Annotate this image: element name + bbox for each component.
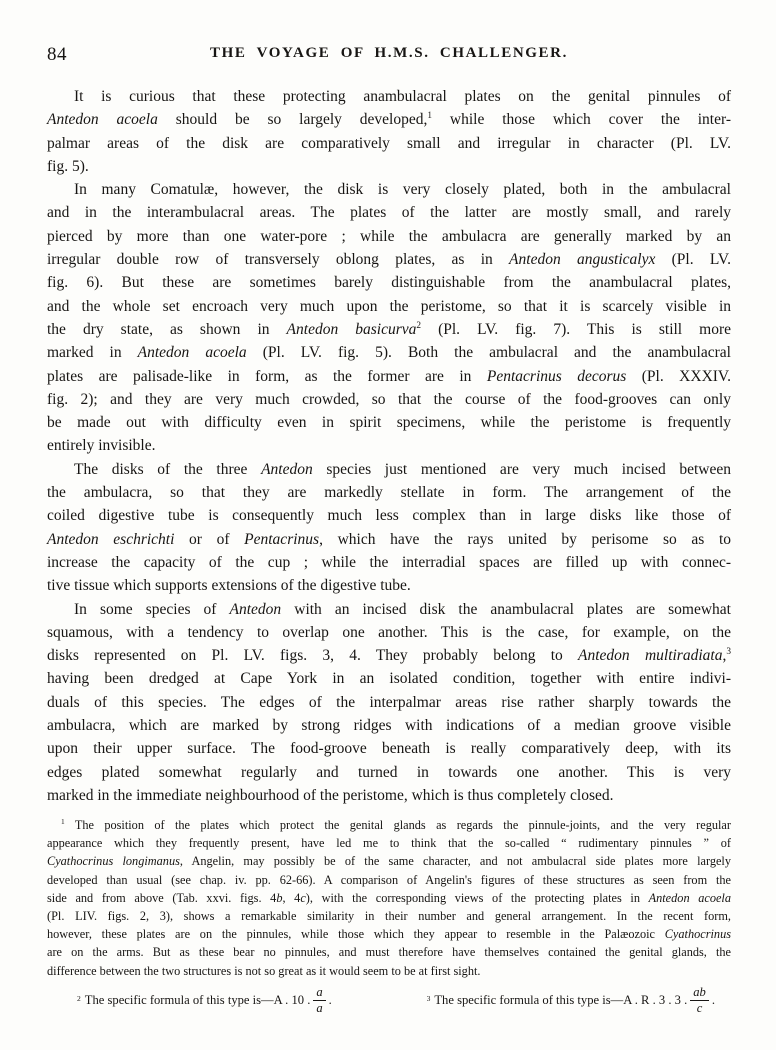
text-line: irregular double row of transversely oblong plates, as in Antedon angusticalyx (Pl. LV. [47, 251, 731, 269]
text-line: Antedon acoela should be so largely developed,$^1$ while those which cover the inter- [47, 111, 731, 129]
text-line: and the whole set encroach very much upon the peristome, so that it is scarcely visible in [47, 297, 731, 315]
text-line: the ambulacra, so that they are markedly stellate in form. The arrangement of the [47, 484, 731, 502]
text-line: Antedon eschrichti or of Pentacrinus, which have the rays united by perisome so as to [47, 530, 731, 548]
text-line: duals of this species. The edges of the interpalmar areas rise rather sharply towards the [47, 693, 731, 711]
footnote-line: difference between the two structures is not so great as it would seem to be at first sight. [47, 963, 481, 978]
footnote-line: $^1$ The position of the plates which protect the genital glands as regards the pinnule-joints, and the very regular [61, 816, 731, 832]
paragraph [47, 458, 731, 598]
text-line: and in the interambulacral areas. The plates of the latter are mostly small, and rarely [47, 204, 731, 222]
footnote-formula: $^3$ The specific formula of this type is—A . R . 3 . 3 . $\frac{ab}{c}$ . [426, 984, 715, 1016]
footnotes [47, 816, 731, 1015]
page-header [47, 43, 731, 65]
paragraph [47, 85, 731, 178]
fraction-numerator: ab [690, 986, 709, 1001]
text-line: In many Comatulæ, however, the disk is very closely plated, both in the ambulacral [74, 181, 731, 199]
text-line: having been dredged at Cape York in an isolated condition, together with entire indivi- [47, 670, 731, 688]
text-line: ambulacra, which are marked by strong ridges with indications of a median groove visible [47, 717, 731, 735]
footnote-formulas [47, 986, 731, 1015]
text-line: entirely invisible. [47, 437, 156, 455]
fraction-numerator: a [313, 986, 325, 1001]
text-line: increase the capacity of the cup ; while the interradial spaces are filled up with connec- [47, 553, 731, 571]
text-line: palmar areas of the disk are comparatively small and irregular in character (Pl. LV. [47, 134, 731, 152]
footnote-formula: $^2$ The specific formula of this type is—A . 10 . $\frac{a}{a}$ . [77, 984, 332, 1016]
fraction [313, 986, 325, 1015]
text-line: fig. 2); and they are very much crowded, so that the course of the food-grooves can only [47, 390, 731, 408]
page-number: 84 [47, 44, 67, 65]
text-line: pierced by more than one water-pore ; while the ambulacra are generally marked by an [47, 227, 731, 245]
footnote-line: appearance which they frequently present, have led me to think that the so-called “ rudimentary pinnules ” of [47, 836, 731, 851]
paragraph [47, 178, 731, 458]
fraction [690, 986, 709, 1015]
text-line: plates are palisade-like in form, as the former are in Pentacrinus decorus (Pl. XXXIV. [47, 367, 731, 385]
text-line: be made out with difficulty even in spirit specimens, while the peristome is frequently [47, 414, 731, 432]
fraction-denominator: a [316, 1001, 323, 1016]
text-line: marked in the immediate neighbourhood of the peristome, which is thus completely closed. [47, 786, 614, 804]
body-text [47, 85, 731, 807]
footnote-line: (Pl. LIV. figs. 2, 3), shows a remarkable similarity in their number and general arrangement. In the recent form, [47, 909, 731, 924]
footnote-line: however, these plates are on the pinnules, while those which they appear to resemble in the Palæozoic Cyathocrinus [47, 927, 731, 942]
footnote-line: developed than usual (see chap. iv. pp. 62-66). A comparison of Angelin's figures of these structures as seen from the [47, 872, 731, 887]
text-line: fig. 6). But these are sometimes barely distinguishable from the anambulacral plates, [47, 274, 731, 292]
paragraph [47, 598, 731, 808]
text-line: edges plated somewhat regularly and turned in towards one another. This is very [47, 763, 731, 781]
footnote-line: are on the arms. But as these bear no pinnules, and must therefore have themselves contained the genital glands, the [47, 945, 731, 960]
fraction-denominator: c [696, 1001, 703, 1016]
text-line: The disks of the three Antedon species just mentioned are very much incised between [74, 460, 731, 478]
text-line: fig. 5). [47, 157, 89, 175]
footnote-line: Cyathocrinus longimanus, Angelin, may possibly be of the same character, and not ambulacral side plates more largely [47, 854, 731, 869]
text-line: disks represented on Pl. LV. figs. 3, 4. They probably belong to Antedon multiradiata,$^3$ [47, 646, 731, 665]
text-line: upon their upper surface. The food-groove beneath is really comparatively deep, with its [47, 740, 731, 758]
text-line: coiled digestive tube is consequently much less complex than in large disks like those of [47, 507, 731, 525]
text-line: In some species of Antedon with an incised disk the anambulacral plates are somewhat [74, 600, 731, 618]
text-line: It is curious that these protecting anambulacral plates on the genital pinnules of [74, 88, 731, 105]
text-line: marked in Antedon acoela (Pl. LV. fig. 5). Both the ambulacral and the anambulacral [47, 344, 731, 362]
running-title: THE VOYAGE OF H.M.S. CHALLENGER. [210, 45, 568, 61]
footnote-1 [47, 816, 731, 980]
footnote-line: side and from above (Tab. xxvi. figs. 4b, 4c), with the corresponding views of the protecting plates in Antedon acoela [47, 890, 732, 905]
text-line: tive tissue which supports extensions of the digestive tube. [47, 577, 411, 595]
text-line: the dry state, as shown in Antedon basicurva$^2$ (Pl. LV. fig. 7). This is still more [47, 320, 731, 338]
text-line: squamous, with a tendency to overlap one another. This is the case, for example, on the [47, 623, 731, 641]
